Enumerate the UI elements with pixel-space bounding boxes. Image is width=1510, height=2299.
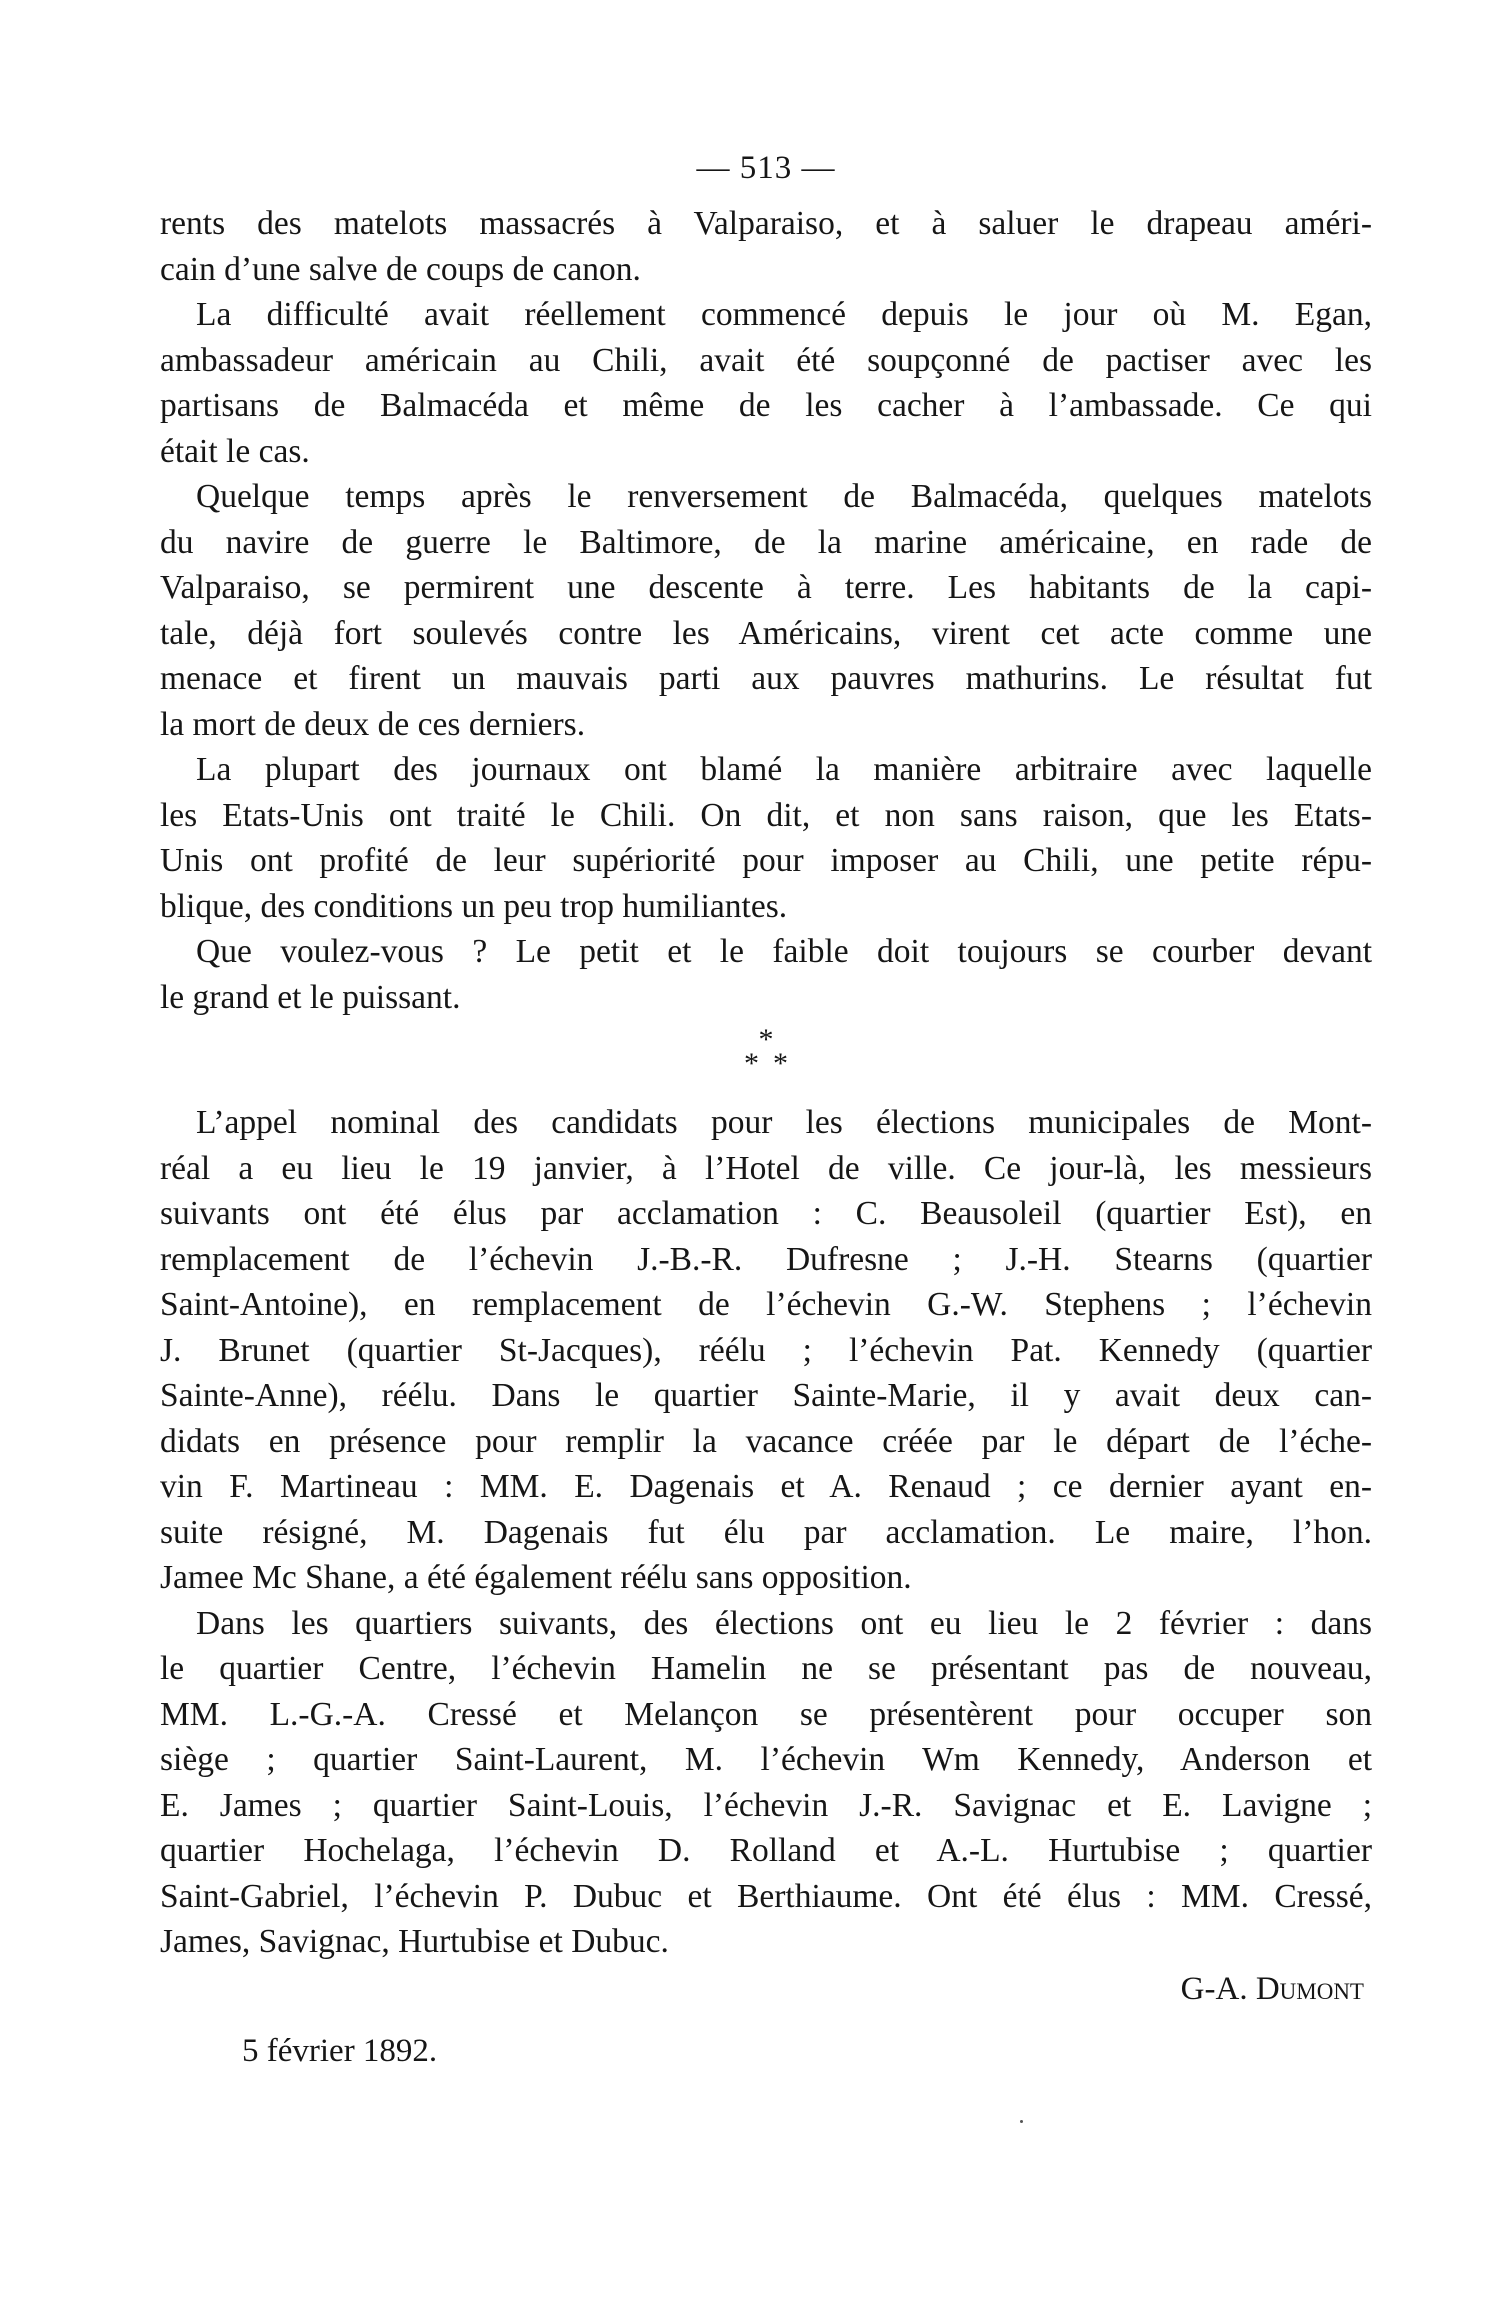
text-line: menace et firent un mauvais parti aux pauvres mathurins. Le résultat fut: [160, 660, 1372, 697]
paragraph: [160, 1601, 1372, 1965]
text-line: La difficulté avait réellement commencé depuis le jour où M. Egan,: [196, 296, 1372, 333]
page-content: [160, 150, 1372, 2073]
paragraph: [160, 747, 1372, 929]
text-line: Dans les quartiers suivants, des élections ont eu lieu le 2 février : dans: [196, 1604, 1372, 1642]
text-line: Sainte-Anne), réélu. Dans le quartier Sainte-Marie, il y avait deux can-: [160, 1377, 1372, 1414]
text-line: Quelque temps après le renversement de Balmacéda, quelques matelots: [196, 478, 1372, 515]
text-line: Valparaiso, se permirent une descente à terre. Les habitants de la capi-: [160, 569, 1372, 606]
text-line: Saint-Antoine), en remplacement de l’échevin G.-W. Stephens ; l’échevin: [160, 1286, 1372, 1323]
text-line: le grand et le puissant.: [160, 978, 461, 1016]
text-line: tale, déjà fort soulevés contre les Américains, virent cet acte comme une: [160, 614, 1372, 652]
text-line: était le cas.: [160, 432, 310, 470]
text-line: Unis ont profité de leur supériorité pour imposer au Chili, une petite répu-: [160, 842, 1372, 879]
text-line: cain d’une salve de coups de canon.: [160, 250, 641, 288]
text-line: réal a eu lieu le 19 janvier, à l’Hotel de ville. Ce jour-là, les messieurs: [160, 1149, 1372, 1187]
signature-text: G-A. Dumont: [1180, 1970, 1364, 2007]
text-line: la mort de deux de ces derniers.: [160, 705, 586, 743]
text-line: suivants ont été élus par acclamation : C. Beausoleil (quartier Est), en: [160, 1195, 1372, 1232]
paragraph: [160, 929, 1372, 1020]
asterism-bottom: **: [744, 1047, 802, 1080]
page-number: — 513 —: [696, 150, 836, 186]
text-line: ambassadeur américain au Chili, avait été soupçonné de pactiser avec les: [160, 341, 1372, 379]
text-line: Saint-Gabriel, l’échevin P. Dubuc et Berthiaume. Ont été élus : MM. Cressé,: [160, 1877, 1372, 1915]
author-signature: [160, 1967, 1364, 2011]
asterism-separator: [160, 1023, 1372, 1080]
text-line: le quartier Centre, l’échevin Hamelin ne se présentant pas de nouveau,: [160, 1650, 1372, 1687]
text-line: vin F. Martineau : MM. E. Dagenais et A. Renaud ; ce dernier ayant en-: [160, 1468, 1372, 1505]
text-line: MM. L.-G.-A. Cressé et Melançon se présentèrent pour occuper son: [160, 1695, 1372, 1733]
text-line: rents des matelots massacrés à Valparaiso, et à saluer le drapeau améri-: [160, 205, 1372, 242]
text-line: Jamee Mc Shane, a été également réélu sans opposition.: [160, 1559, 912, 1596]
text-line: siège ; quartier Saint-Laurent, M. l’échevin Wm Kennedy, Anderson et: [160, 1741, 1372, 1778]
stray-mark: [1020, 2120, 1023, 2123]
text-line: quartier Hochelaga, l’échevin D. Rolland et A.-L. Hurtubise ; quartier: [160, 1832, 1372, 1869]
text-line: remplacement de l’échevin J.-B.-R. Dufresne ; J.-H. Stearns (quartier: [160, 1240, 1372, 1278]
text-section-after: [160, 1100, 1372, 1965]
paragraph: [160, 1100, 1372, 1601]
text-line: J. Brunet (quartier St-Jacques), réélu ; l’échevin Pat. Kennedy (quartier: [160, 1331, 1372, 1369]
paragraph: [160, 292, 1372, 474]
text-line: blique, des conditions un peu trop humiliantes.: [160, 887, 788, 925]
paragraph: [160, 201, 1372, 292]
text-line: La plupart des journaux ont blamé la manière arbitraire avec laquelle: [196, 751, 1372, 788]
text-line: suite résigné, M. Dagenais fut élu par acclamation. Le maire, l’hon.: [160, 1513, 1372, 1551]
text-line: didats en présence pour remplir la vacance créée par le départ de l’éche-: [160, 1422, 1372, 1460]
paragraph: [160, 474, 1372, 747]
text-line: James, Savignac, Hurtubise et Dubuc.: [160, 1923, 669, 1960]
text-line: Que voulez-vous ? Le petit et le faible doit toujours se courber devant: [196, 933, 1372, 970]
text-line: les Etats-Unis ont traité le Chili. On dit, et non sans raison, que les Etats-: [160, 796, 1372, 834]
text-line: du navire de guerre le Baltimore, de la marine américaine, en rade de: [160, 523, 1372, 561]
text-section-before: [160, 201, 1372, 1020]
text-line: L’appel nominal des candidats pour les élections municipales de Mont-: [196, 1104, 1372, 1141]
text-line: partisans de Balmacéda et même de les cacher à l’ambassade. Ce qui: [160, 387, 1372, 424]
text-line: E. James ; quartier Saint-Louis, l’échevin J.-R. Savignac et E. Lavigne ;: [160, 1786, 1372, 1824]
date-line: 5 février 1892.: [242, 2032, 438, 2069]
asterism-top: *: [758, 1023, 774, 1056]
